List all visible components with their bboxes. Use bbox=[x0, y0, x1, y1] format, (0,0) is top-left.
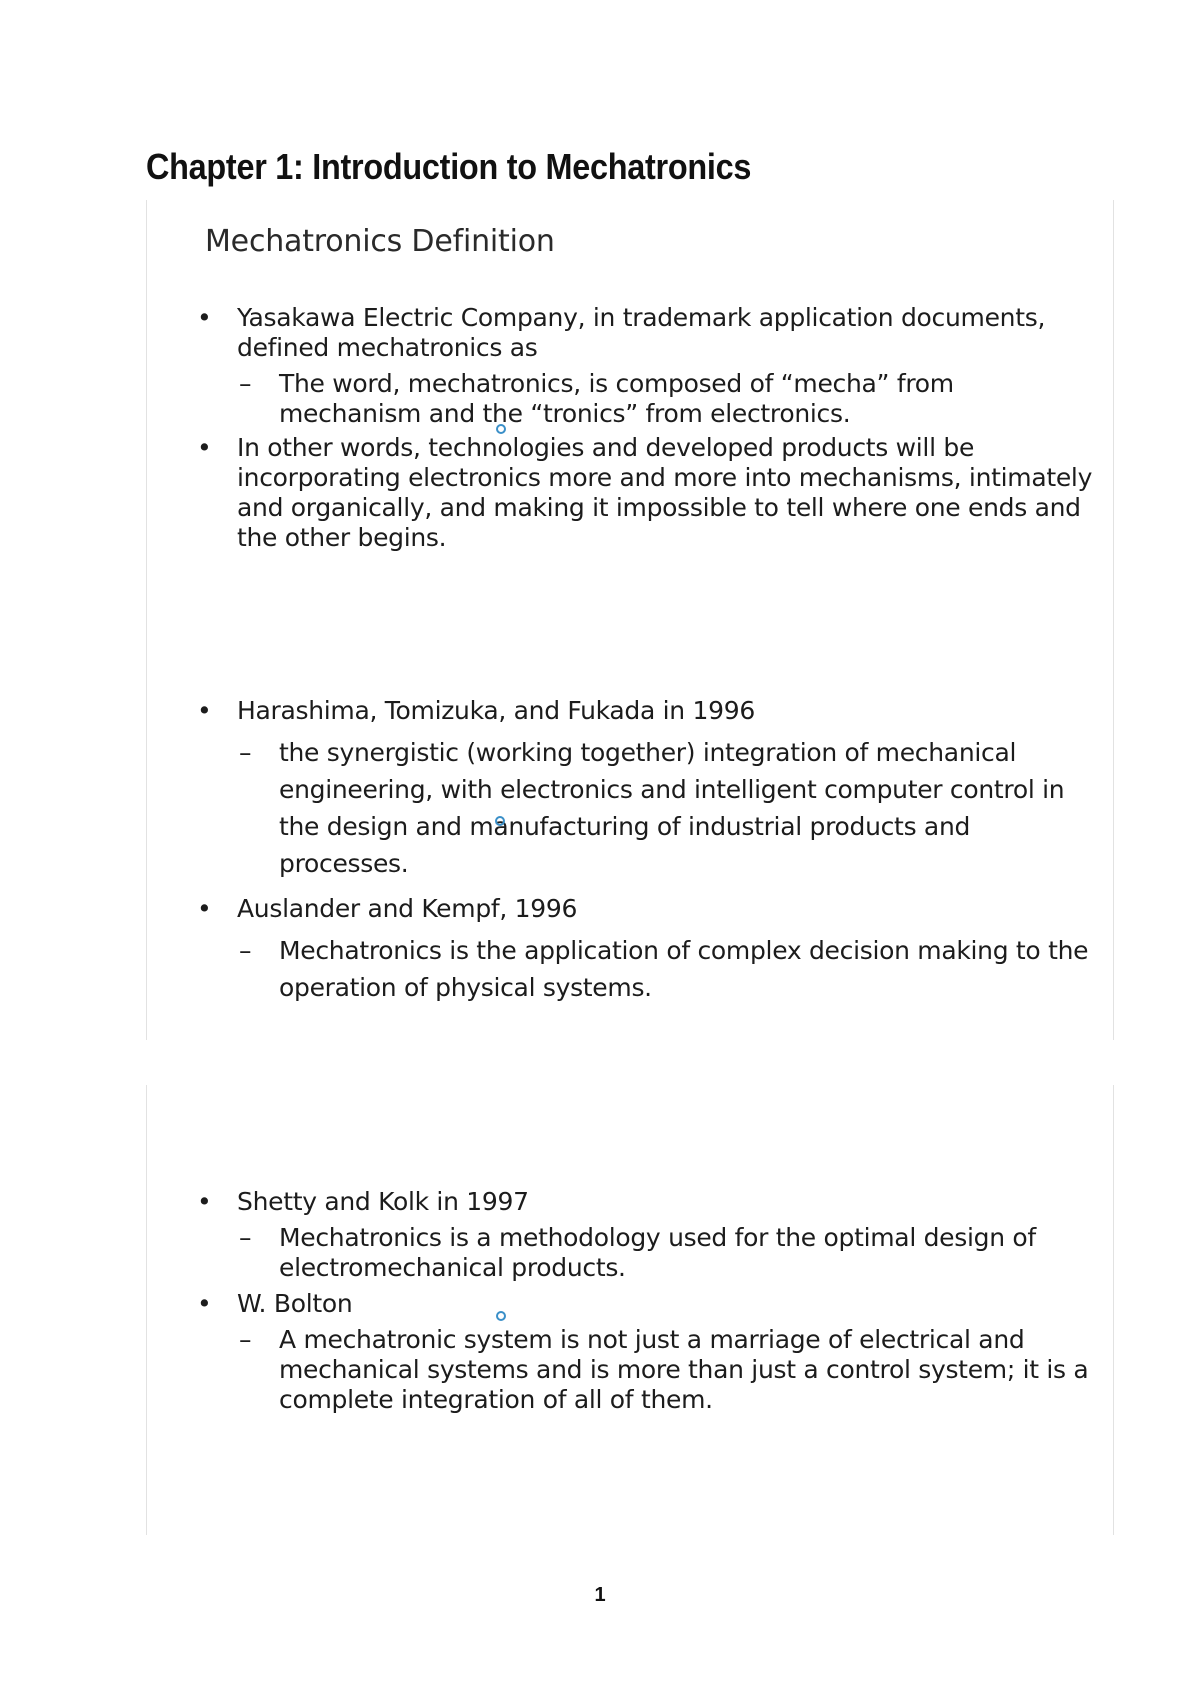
bullet-dot: • bbox=[197, 1289, 212, 1318]
definition-block-harashima bbox=[191, 696, 1101, 1006]
sub-text-shetty: Mechatronics is a methodology used for the optimal design of electromechanical products. bbox=[279, 1223, 1036, 1282]
bullet-item bbox=[191, 1187, 1101, 1217]
bullet-text-yasakawa: Yasakawa Electric Company, in trademark application documents, defined mechatronics as bbox=[237, 303, 1046, 362]
sub-dash: – bbox=[239, 936, 252, 965]
slide-definition-continued bbox=[146, 1085, 1114, 1535]
sub-item bbox=[191, 734, 1101, 882]
cursor-marker bbox=[496, 1311, 506, 1321]
sub-dash: – bbox=[239, 369, 252, 398]
bullet-dot: • bbox=[197, 433, 212, 462]
definition-block-shetty bbox=[191, 1187, 1101, 1415]
bullet-text-other-words: In other words, technologies and developed products will be incorporating electronics more and more into mechanisms, intimately and organically, and making it impossible to tell where one ends and the other begins. bbox=[237, 433, 1093, 552]
sub-dash: – bbox=[239, 1223, 252, 1252]
sub-item bbox=[191, 1325, 1101, 1415]
bullet-text-bolton: W. Bolton bbox=[237, 1289, 353, 1318]
page-number: 1 bbox=[594, 1584, 606, 1606]
bullet-text-shetty: Shetty and Kolk in 1997 bbox=[237, 1187, 529, 1216]
bullet-item bbox=[191, 433, 1101, 553]
bullet-dot: • bbox=[197, 303, 212, 332]
bullet-dot: • bbox=[197, 696, 212, 725]
cursor-marker bbox=[495, 816, 505, 826]
bullet-item bbox=[191, 1289, 1101, 1319]
sub-text-yasakawa: The word, mechatronics, is composed of “mecha” from mechanism and the “tronics” from electronics. bbox=[279, 369, 954, 428]
sub-item bbox=[191, 369, 1101, 429]
sub-dash: – bbox=[239, 1325, 252, 1354]
bullet-item bbox=[191, 303, 1101, 363]
sub-text-auslander: Mechatronics is the application of complex decision making to the operation of physical systems. bbox=[279, 936, 1089, 1002]
definition-block-yasakawa bbox=[191, 303, 1101, 553]
slide-heading: Mechatronics Definition bbox=[205, 224, 555, 259]
bullet-text-harashima: Harashima, Tomizuka, and Fukada in 1996 bbox=[237, 696, 755, 725]
sub-text-bolton: A mechatronic system is not just a marriage of electrical and mechanical systems and is more than just a control system; it is a complete integration of all of them. bbox=[279, 1325, 1089, 1414]
sub-item bbox=[191, 932, 1101, 1006]
bullet-text-auslander: Auslander and Kempf, 1996 bbox=[237, 894, 578, 923]
sub-item bbox=[191, 1223, 1101, 1283]
sub-dash: – bbox=[239, 738, 252, 767]
bullet-item bbox=[191, 696, 1101, 726]
chapter-title: Chapter 1: Introduction to Mechatronics bbox=[146, 146, 752, 187]
bullet-item bbox=[191, 894, 1101, 924]
sub-text-harashima: the synergistic (working together) integration of mechanical engineering, with electronics and intelligent computer control in the design and manufacturing of industrial products and processes. bbox=[279, 738, 1065, 878]
bullet-dot: • bbox=[197, 1187, 212, 1216]
slide-definition bbox=[146, 200, 1114, 1040]
cursor-marker bbox=[496, 424, 506, 434]
bullet-dot: • bbox=[197, 894, 212, 923]
